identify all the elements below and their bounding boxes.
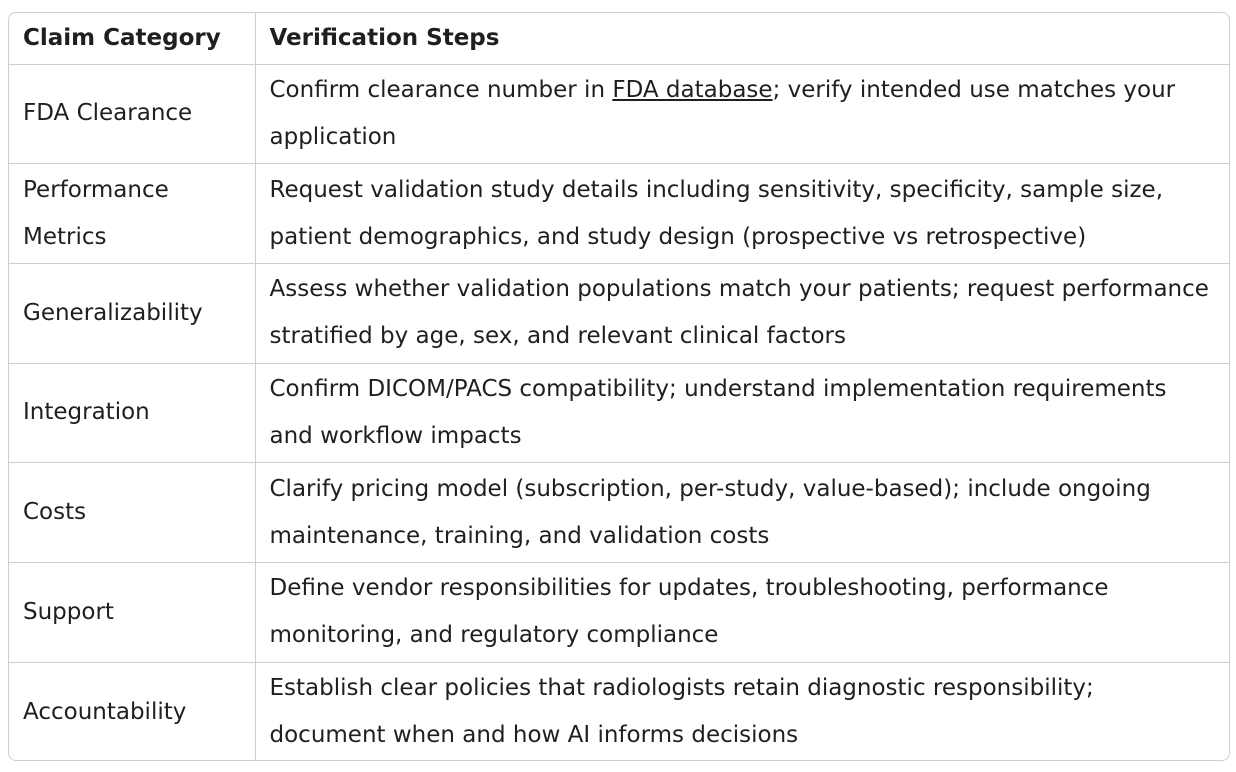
row-category: Costs: [9, 463, 255, 563]
table-header-row: [9, 13, 1229, 64]
row-steps: Establish clear policies that radiologists retain diagnostic responsibility; document when and how AI informs decisions: [269, 675, 1094, 749]
table-row: [9, 64, 1229, 164]
header-verification-steps: Verification Steps: [255, 13, 1229, 64]
row-steps: Request validation study details including sensitivity, specificity, sample size, patient demographics, and study design (prospective vs retrospective): [255, 164, 1229, 264]
table-row: [9, 263, 1229, 363]
verification-table-container: [8, 12, 1230, 761]
header-claim-category: Claim Category: [9, 13, 255, 64]
row-steps-text: Confirm clearance number in: [269, 76, 613, 103]
row-category: Accountability: [9, 662, 255, 761]
row-category: Performance Metrics: [9, 164, 255, 264]
row-steps: Confirm DICOM/PACS compatibility; understand implementation requirements and workflow impacts: [255, 363, 1229, 463]
row-steps: Assess whether validation populations match your patients; request performance stratified by age, sex, and relevant clinical factors: [255, 263, 1229, 363]
row-category: Generalizability: [9, 263, 255, 363]
table-row: [9, 662, 1229, 761]
table-row: [9, 463, 1229, 563]
fda-database-link[interactable]: FDA database: [612, 76, 773, 103]
row-category: Support: [9, 562, 255, 662]
row-category: Integration: [9, 363, 255, 463]
row-steps: Define vendor responsibilities for updates, troubleshooting, performance monitoring, and regulatory compliance: [255, 562, 1229, 662]
row-steps: [255, 64, 1229, 164]
table-row: [9, 562, 1229, 662]
table-row: [9, 363, 1229, 463]
verification-table: [9, 13, 1229, 761]
row-steps: Clarify pricing model (subscription, per-study, value-based); include ongoing maintenance, training, and validation costs: [255, 463, 1229, 563]
row-category: FDA Clearance: [9, 64, 255, 164]
table-row: [9, 164, 1229, 264]
row-steps-text: ; verify intended use matches your application: [269, 76, 1176, 150]
